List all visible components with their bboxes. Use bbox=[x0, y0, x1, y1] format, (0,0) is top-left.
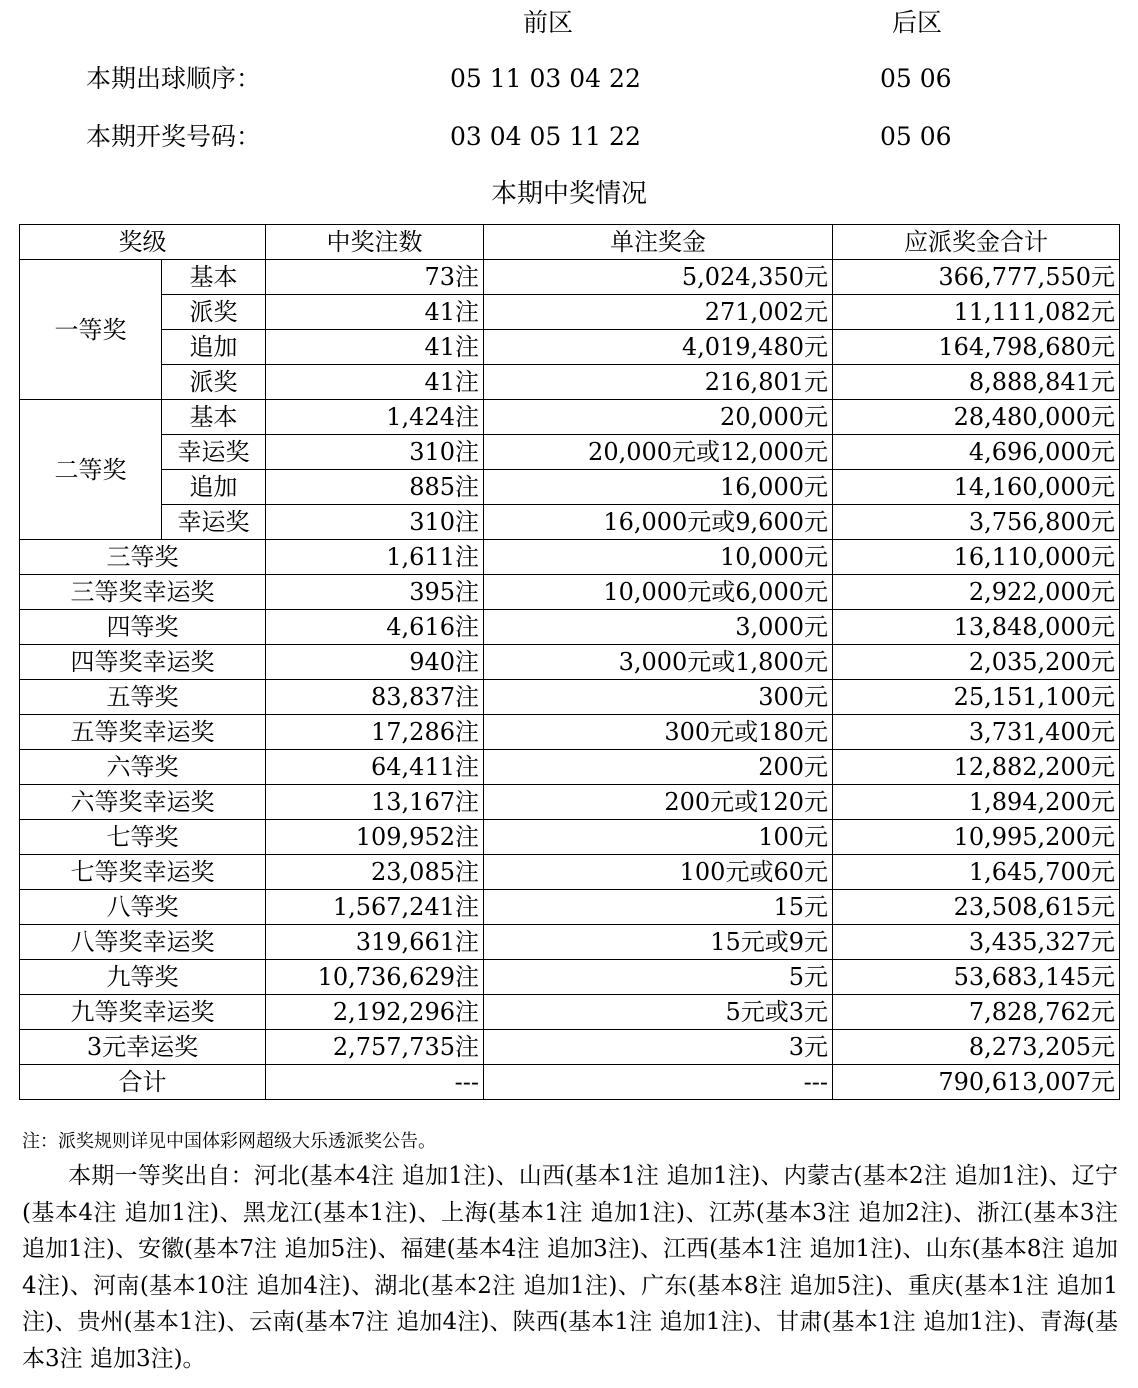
prize-level: 三等奖 bbox=[20, 540, 266, 575]
unit-prize: 20,000元或12,000元 bbox=[484, 435, 833, 470]
total-prize: 7,828,762元 bbox=[833, 995, 1120, 1030]
total-prize: 10,995,200元 bbox=[833, 820, 1120, 855]
win-count: 41注 bbox=[266, 365, 484, 400]
draw-order-front: 05 11 03 04 22 bbox=[450, 64, 641, 93]
win-count: 2,757,735注 bbox=[266, 1030, 484, 1065]
total-prize: 16,110,000元 bbox=[833, 540, 1120, 575]
unit-prize: 100元或60元 bbox=[484, 855, 833, 890]
first-prize-origin-paragraph: 本期一等奖出自：河北(基本4注 追加1注)、山西(基本1注 追加1注)、内蒙古(基本2注 追加1注)、辽宁(基本4注 追加1注)、黑龙江(基本1注)、上海(基本1注 追加1注)、江苏(基本3注 追加2注)、浙江(基本3注 追加1注)、安徽(基本7注 追加5注)、福建(基本4注 追加3注)、江西(基本1注 追加1注)、山东(基本8注 追加4注)、河南(基本10注 追加4注)、湖北(基本2注 追加1注)、广东(基本8注 追加5注)、重庆(基本1注 追加1注)、贵州(基本1注)、云南(基本7注 追加4注)、陕西(基本1注 追加1注)、甘肃(基本1注 追加1注)、青海(基本3注 追加3注)。 bbox=[22, 1163, 1118, 1372]
win-count: 4,616注 bbox=[266, 610, 484, 645]
col-header-level: 奖级 bbox=[20, 225, 266, 260]
total-prize: 4,696,000元 bbox=[833, 435, 1120, 470]
unit-prize: 200元 bbox=[484, 750, 833, 785]
total-prize: 3,435,327元 bbox=[833, 925, 1120, 960]
unit-prize: 10,000元或6,000元 bbox=[484, 575, 833, 610]
prize-level: 九等奖幸运奖 bbox=[20, 995, 266, 1030]
table-row bbox=[20, 925, 1120, 960]
table-row bbox=[20, 400, 1120, 435]
unit-prize: 10,000元 bbox=[484, 540, 833, 575]
col-header-count: 中奖注数 bbox=[266, 225, 484, 260]
table-row bbox=[20, 855, 1120, 890]
unit-prize: 5,024,350元 bbox=[484, 260, 833, 295]
total-prize: 164,798,680元 bbox=[833, 330, 1120, 365]
win-count: 1,567,241注 bbox=[266, 890, 484, 925]
total-label: 合计 bbox=[20, 1065, 266, 1100]
table-row bbox=[20, 785, 1120, 820]
unit-prize: 3,000元或1,800元 bbox=[484, 645, 833, 680]
front-zone-label: 前区 bbox=[523, 8, 574, 37]
win-count: 73注 bbox=[266, 260, 484, 295]
table-row bbox=[20, 820, 1120, 855]
total-count: --- bbox=[266, 1065, 484, 1100]
win-count: 13,167注 bbox=[266, 785, 484, 820]
total-unit: --- bbox=[484, 1065, 833, 1100]
total-prize: 23,508,615元 bbox=[833, 890, 1120, 925]
sub-level: 追加 bbox=[162, 470, 266, 505]
win-count: 940注 bbox=[266, 645, 484, 680]
col-header-unit-prize: 单注奖金 bbox=[484, 225, 833, 260]
total-prize: 3,756,800元 bbox=[833, 505, 1120, 540]
total-prize: 13,848,000元 bbox=[833, 610, 1120, 645]
win-count: 41注 bbox=[266, 295, 484, 330]
table-row bbox=[20, 575, 1120, 610]
unit-prize: 300元或180元 bbox=[484, 715, 833, 750]
win-count: 83,837注 bbox=[266, 680, 484, 715]
win-count: 2,192,296注 bbox=[266, 995, 484, 1030]
win-count: 10,736,629注 bbox=[266, 960, 484, 995]
unit-prize: 15元 bbox=[484, 890, 833, 925]
prize-level: 六等奖幸运奖 bbox=[20, 785, 266, 820]
prize-level: 四等奖幸运奖 bbox=[20, 645, 266, 680]
unit-prize: 200元或120元 bbox=[484, 785, 833, 820]
table-row bbox=[20, 645, 1120, 680]
table-row bbox=[20, 330, 1120, 365]
win-count: 310注 bbox=[266, 435, 484, 470]
prize-level: 七等奖幸运奖 bbox=[20, 855, 266, 890]
unit-prize: 4,019,480元 bbox=[484, 330, 833, 365]
unit-prize: 271,002元 bbox=[484, 295, 833, 330]
footnote: 注：派奖规则详见中国体彩网超级大乐透派奖公告。 bbox=[22, 1131, 436, 1152]
table-row bbox=[20, 960, 1120, 995]
table-row bbox=[20, 365, 1120, 400]
win-count: 109,952注 bbox=[266, 820, 484, 855]
total-prize: 28,480,000元 bbox=[833, 400, 1120, 435]
total-prize: 8,888,841元 bbox=[833, 365, 1120, 400]
total-prize: 14,160,000元 bbox=[833, 470, 1120, 505]
table-row bbox=[20, 435, 1120, 470]
table-row bbox=[20, 505, 1120, 540]
unit-prize: 20,000元 bbox=[484, 400, 833, 435]
table-row bbox=[20, 260, 1120, 295]
unit-prize: 216,801元 bbox=[484, 365, 833, 400]
prize-level: 3元幸运奖 bbox=[20, 1030, 266, 1065]
sub-level: 派奖 bbox=[162, 365, 266, 400]
win-count: 64,411注 bbox=[266, 750, 484, 785]
unit-prize: 16,000元 bbox=[484, 470, 833, 505]
col-header-total-prize: 应派奖金合计 bbox=[833, 225, 1120, 260]
unit-prize: 5元或3元 bbox=[484, 995, 833, 1030]
winning-numbers-front: 03 04 05 11 22 bbox=[450, 122, 641, 151]
total-prize: 3,731,400元 bbox=[833, 715, 1120, 750]
table-row bbox=[20, 295, 1120, 330]
win-count: 1,424注 bbox=[266, 400, 484, 435]
total-prize: 53,683,145元 bbox=[833, 960, 1120, 995]
unit-prize: 5元 bbox=[484, 960, 833, 995]
table-row bbox=[20, 750, 1120, 785]
unit-prize: 3,000元 bbox=[484, 610, 833, 645]
sub-level: 幸运奖 bbox=[162, 505, 266, 540]
back-zone-label: 后区 bbox=[892, 8, 943, 37]
prize-level: 四等奖 bbox=[20, 610, 266, 645]
prize-level: 八等奖 bbox=[20, 890, 266, 925]
win-count: 310注 bbox=[266, 505, 484, 540]
total-prize: 2,035,200元 bbox=[833, 645, 1120, 680]
total-row bbox=[20, 1065, 1120, 1100]
prize-level: 九等奖 bbox=[20, 960, 266, 995]
second-prize-label: 二等奖 bbox=[20, 400, 162, 540]
sub-level: 基本 bbox=[162, 400, 266, 435]
win-count: 395注 bbox=[266, 575, 484, 610]
first-prize-label: 一等奖 bbox=[20, 260, 162, 400]
sub-level: 追加 bbox=[162, 330, 266, 365]
total-prize: 2,922,000元 bbox=[833, 575, 1120, 610]
sub-level: 幸运奖 bbox=[162, 435, 266, 470]
prize-level: 三等奖幸运奖 bbox=[20, 575, 266, 610]
win-count: 23,085注 bbox=[266, 855, 484, 890]
winning-numbers-label: 本期开奖号码： bbox=[86, 122, 262, 151]
unit-prize: 300元 bbox=[484, 680, 833, 715]
win-count: 885注 bbox=[266, 470, 484, 505]
unit-prize: 15元或9元 bbox=[484, 925, 833, 960]
sub-level: 基本 bbox=[162, 260, 266, 295]
total-prize: 1,645,700元 bbox=[833, 855, 1120, 890]
total-prize: 8,273,205元 bbox=[833, 1030, 1120, 1065]
table-row bbox=[20, 680, 1120, 715]
prize-table-title: 本期中奖情况 bbox=[490, 179, 647, 209]
table-row bbox=[20, 610, 1120, 645]
prize-level: 五等奖 bbox=[20, 680, 266, 715]
prize-level: 五等奖幸运奖 bbox=[20, 715, 266, 750]
total-prize: 11,111,082元 bbox=[833, 295, 1120, 330]
total-prize: 366,777,550元 bbox=[833, 260, 1120, 295]
prize-table bbox=[19, 224, 1120, 1100]
table-row bbox=[20, 715, 1120, 750]
table-header-row bbox=[20, 225, 1120, 260]
total-prize: 1,894,200元 bbox=[833, 785, 1120, 820]
unit-prize: 100元 bbox=[484, 820, 833, 855]
prize-level: 六等奖 bbox=[20, 750, 266, 785]
win-count: 17,286注 bbox=[266, 715, 484, 750]
winning-numbers-back: 05 06 bbox=[880, 122, 952, 151]
total-prize: 12,882,200元 bbox=[833, 750, 1120, 785]
win-count: 41注 bbox=[266, 330, 484, 365]
table-row bbox=[20, 1030, 1120, 1065]
win-count: 319,661注 bbox=[266, 925, 484, 960]
table-row bbox=[20, 890, 1120, 925]
table-row bbox=[20, 470, 1120, 505]
sub-level: 派奖 bbox=[162, 295, 266, 330]
draw-order-back: 05 06 bbox=[880, 64, 952, 93]
grand-total-prize: 790,613,007元 bbox=[833, 1065, 1120, 1100]
prize-level: 八等奖幸运奖 bbox=[20, 925, 266, 960]
table-row bbox=[20, 995, 1120, 1030]
total-prize: 25,151,100元 bbox=[833, 680, 1120, 715]
draw-order-label: 本期出球顺序： bbox=[86, 64, 262, 93]
unit-prize: 16,000元或9,600元 bbox=[484, 505, 833, 540]
table-row bbox=[20, 540, 1120, 575]
prize-level: 七等奖 bbox=[20, 820, 266, 855]
win-count: 1,611注 bbox=[266, 540, 484, 575]
unit-prize: 3元 bbox=[484, 1030, 833, 1065]
